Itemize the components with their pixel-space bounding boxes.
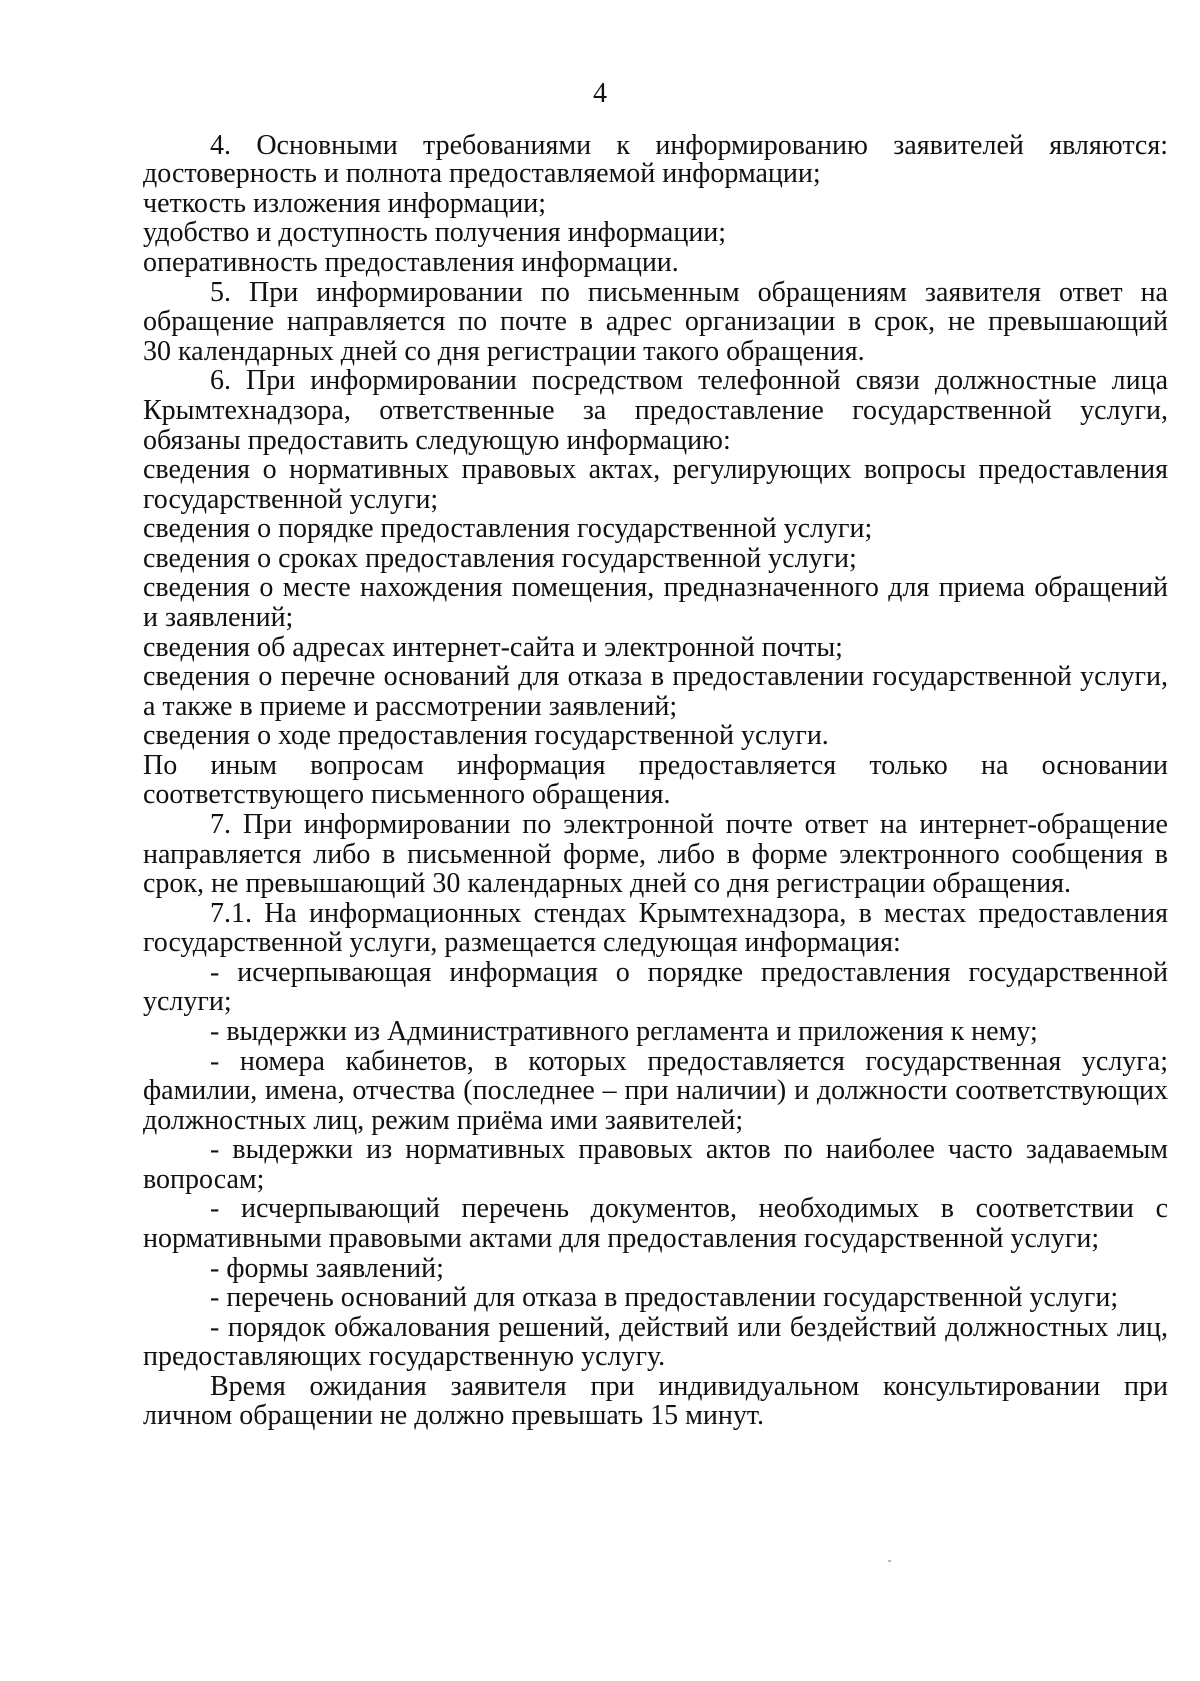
text-line: и заявлений;: [143, 602, 294, 633]
text-line: срок, не превышающий 30 календарных дней со дня регистрации обращения.: [143, 868, 1072, 899]
text-line: Время ожидания заявителя при индивидуальном консультировании при: [210, 1371, 1168, 1402]
text-line: - выдержки из нормативных правовых актов по наиболее часто задаваемым: [210, 1134, 1168, 1165]
text-line: сведения о ходе предоставления государственной услуги.: [143, 720, 829, 751]
text-line: 7. При информировании по электронной почте ответ на интернет-обращение: [210, 809, 1168, 840]
text-line: - исчерпывающая информация о порядке предоставления государственной: [210, 957, 1168, 988]
text-line: оперативность предоставления информации.: [143, 247, 679, 278]
text-line: сведения о порядке предоставления государственной услуги;: [143, 513, 873, 544]
text-line: а также в приеме и рассмотрении заявлений;: [143, 691, 678, 722]
text-line: сведения о перечне оснований для отказа в предоставлении государственной услуги,: [143, 661, 1168, 692]
text-line: 30 календарных дней со дня регистрации такого обращения.: [143, 336, 865, 367]
text-line: сведения о нормативных правовых актах, регулирующих вопросы предоставления: [143, 454, 1168, 485]
text-line: - выдержки из Административного регламента и приложения к нему;: [210, 1016, 1038, 1047]
text-line: - номера кабинетов, в которых предоставляется государственная услуга;: [210, 1046, 1168, 1077]
text-line: обращение направляется по почте в адрес организации в срок, не превышающий: [143, 306, 1168, 337]
text-line: сведения о сроках предоставления государственной услуги;: [143, 543, 857, 574]
text-line: - исчерпывающий перечень документов, необходимых в соответствии с: [210, 1193, 1168, 1224]
text-line: По иным вопросам информация предоставляется только на основании: [143, 750, 1168, 781]
text-line: личном обращении не должно превышать 15 минут.: [143, 1400, 764, 1431]
text-line: фамилии, имена, отчества (последнее – при наличии) и должности соответствующих: [143, 1075, 1168, 1106]
text-line: 5. При информировании по письменным обращениям заявителя ответ на: [210, 277, 1168, 308]
text-line: удобство и доступность получения информации;: [143, 217, 727, 248]
text-line: государственной услуги;: [143, 484, 439, 515]
text-line: сведения о месте нахождения помещения, предназначенного для приема обращений: [143, 572, 1168, 603]
text-line: - порядок обжалования решений, действий или бездействий должностных лиц,: [210, 1312, 1168, 1343]
text-line: - перечень оснований для отказа в предоставлении государственной услуги;: [210, 1282, 1119, 1313]
text-line: услуги;: [143, 986, 232, 1017]
text-line: должностных лиц, режим приёма ими заявителей;: [143, 1105, 744, 1136]
text-line: 7.1. На информационных стендах Крымтехнадзора, в местах предоставления: [210, 898, 1168, 929]
text-line: Крымтехнадзора, ответственные за предоставление государственной услуги,: [143, 395, 1168, 426]
text-line: достоверность и полнота предоставляемой информации;: [143, 158, 821, 189]
text-line: вопросам;: [143, 1164, 265, 1195]
text-line: 4. Основными требованиями к информированию заявителей являются:: [210, 130, 1168, 161]
text-line: нормативными правовыми актами для предоставления государственной услуги;: [143, 1223, 1100, 1254]
text-line: обязаны предоставить следующую информацию:: [143, 425, 731, 456]
text-line: - формы заявлений;: [210, 1253, 444, 1284]
text-line: четкость изложения информации;: [143, 188, 547, 219]
text-line: направляется либо в письменной форме, либо в форме электронного сообщения в: [143, 839, 1168, 870]
text-line: соответствующего письменного обращения.: [143, 779, 671, 810]
text-line: государственной услуги, размещается следующая информация:: [143, 927, 901, 958]
scan-speck: [888, 1560, 891, 1562]
text-line: сведения об адресах интернет-сайта и электронной почты;: [143, 632, 843, 663]
text-line: 6. При информировании посредством телефонной связи должностные лица: [210, 365, 1168, 396]
text-line: предоставляющих государственную услугу.: [143, 1341, 666, 1372]
page-number: 4: [593, 78, 607, 109]
